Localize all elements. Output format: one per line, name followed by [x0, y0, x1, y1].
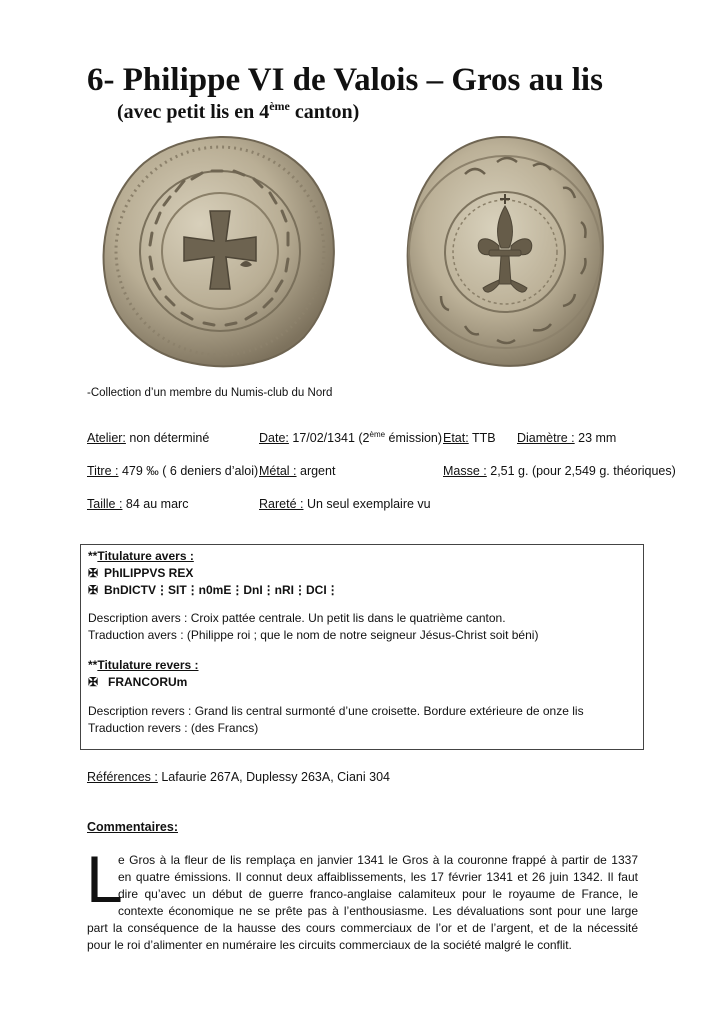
references-value: Lafaurie 267A, Duplessy 263A, Ciani 304: [157, 770, 390, 784]
references-label: Références :: [87, 770, 158, 784]
subtitle-text-end: canton): [289, 101, 360, 123]
taille-label: Taille :: [87, 497, 123, 511]
cross-pattee-icon: ✠: [88, 583, 99, 597]
subtitle-superscript: ème: [269, 99, 290, 113]
masse-label: Masse :: [443, 464, 487, 478]
metal-label: Métal :: [259, 464, 297, 478]
comment-line: part la conséquence de la hausse des cours commerciaux de l’or et de l’argent, et de la nécessité: [87, 921, 638, 935]
comment-paragraph-indented: [118, 852, 638, 920]
cross-pattee-icon: ✠: [88, 566, 99, 580]
revers-heading-text: Titulature revers :: [97, 658, 199, 672]
subtitle-text: (avec petit lis en 4: [117, 101, 270, 123]
date-superscript: ème: [369, 430, 386, 439]
comment-line: en quatre émissions. Il connut deux affaiblissements, les 17 février 1341 et 26 juin 1342. Il faut: [118, 870, 638, 884]
titre-value: 479 ‰ ( 6 deniers d’aloi): [118, 464, 259, 478]
revers-description: Description revers : Grand lis central surmonté d’une croisette. Bordure extérieure de onze lis: [88, 704, 584, 718]
revers-heading: [88, 657, 199, 673]
avers-legend-text1: PhILIPPVS REX: [104, 566, 194, 580]
collection-note: -Collection d’un membre du Numis-club du Nord: [87, 387, 333, 399]
comment-line: e Gros à la fleur de lis remplaça en janvier 1341 le Gros à la couronne frappé à partir de 1337: [118, 853, 638, 867]
atelier-value: non déterminé: [125, 431, 210, 445]
revers-translation: Traduction revers : (des Francs): [88, 721, 259, 735]
comment-paragraph-full: [87, 920, 638, 954]
revers-legend-line1: [88, 674, 187, 690]
masse-value: 2,51 g. (pour 2,549 g. théoriques): [486, 464, 676, 478]
page-subtitle: [117, 99, 359, 125]
comment-line: dire qu’avec un début de guerre franco-anglaise calamiteux pour le royaume de France, le: [118, 887, 638, 901]
comment-line: contexte économique ne se prête pas à l’enthousiasme. Les dévaluations sont pour une large: [118, 904, 638, 918]
masse-field: [443, 463, 676, 479]
atelier-field: [87, 430, 209, 446]
atelier-label: Atelier:: [87, 431, 126, 445]
diametre-field: [517, 430, 616, 446]
comment-line: pour le roi d’alimenter en numéraire les circuits commerciaux de la société malgré le conflit.: [87, 938, 572, 952]
etat-label: Etat:: [443, 431, 469, 445]
avers-description: Description avers : Croix pattée centrale. Un petit lis dans le quatrième canton.: [88, 611, 506, 625]
avers-heading-prefix: **: [88, 549, 98, 563]
avers-heading: [88, 548, 194, 564]
avers-translation: Traduction avers : (Philippe roi ; que le nom de notre seigneur Jésus-Christ soit béni): [88, 628, 539, 642]
coin-reverse-image: [405, 134, 605, 372]
taille-value: 84 au marc: [122, 497, 189, 511]
titre-label: Titre :: [87, 464, 119, 478]
date-value: 17/02/1341 (2: [288, 431, 370, 445]
date-field: [259, 430, 442, 446]
date-label: Date:: [259, 431, 289, 445]
diametre-label: Diamètre :: [517, 431, 575, 445]
avers-legend-text2: BnDICTV⋮SIT⋮n0mE⋮DnI⋮nRI⋮DCI⋮: [104, 583, 339, 597]
drop-cap: L: [86, 842, 123, 916]
rarete-value: Un seul exemplaire vu: [303, 497, 431, 511]
date-value-end: émission): [385, 431, 443, 445]
cross-pattee-icon: ✠: [88, 675, 99, 689]
etat-value: TTB: [468, 431, 496, 445]
titre-field: [87, 463, 258, 479]
revers-heading-prefix: **: [88, 658, 98, 672]
page-title: 6- Philippe VI de Valois – Gros au lis: [87, 62, 603, 98]
metal-value: argent: [296, 464, 336, 478]
avers-legend-line1: [88, 565, 193, 581]
avers-legend-line2: [88, 582, 339, 598]
references: [87, 769, 390, 785]
rarete-label: Rareté :: [259, 497, 304, 511]
metal-field: [259, 463, 335, 479]
revers-legend-text1: FRANCORUm: [108, 675, 188, 689]
taille-field: [87, 496, 188, 512]
diametre-value: 23 mm: [574, 431, 617, 445]
avers-heading-text: Titulature avers :: [97, 549, 194, 563]
legend-box: [80, 544, 644, 750]
rarete-field: [259, 496, 431, 512]
etat-field: [443, 430, 496, 446]
coin-obverse-image: [100, 133, 340, 371]
commentaires-heading: Commentaires:: [87, 820, 178, 834]
